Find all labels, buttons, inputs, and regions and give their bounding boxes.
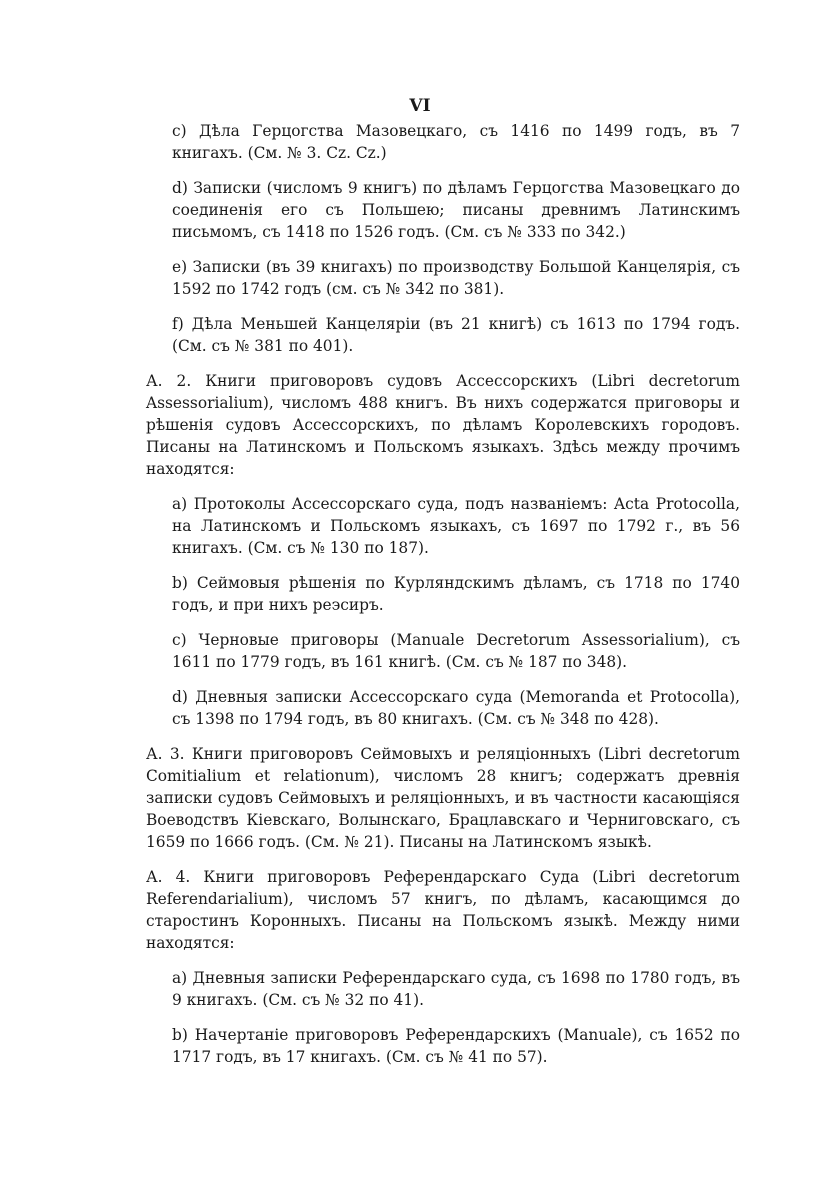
- paragraph-a2-a-protocols: a) Протоколы Ассессорскаго суда, подъ названіемъ: Acta Protocolla, на Латинскомъ и Польскомъ языкахъ, съ 1697 по 1792 г., въ 56 книгахъ. (См. съ № 130 по 187).: [172, 495, 740, 557]
- page-number: VI: [409, 96, 431, 116]
- paragraph-e-great-chancellery: e) Записки (въ 39 книгахъ) по производству Большой Канцелярія, съ 1592 по 1742 годъ (см. съ № 342 по 381).: [172, 258, 740, 298]
- paragraph-a4-b-manuale: b) Начертаніе приговоровъ Референдарскихъ (Manuale), съ 1652 по 1717 годъ, въ 17 книгахъ. (См. съ № 41 по 57).: [172, 1026, 740, 1066]
- paragraph-a4-referendary-books: А. 4. Книги приговоровъ Референдарскаго Суда (Libri decretorum Referendarialium), числомъ 57 книгъ, по дѣламъ, касающимся до старостинъ Коронныхъ. Писаны на Польскомъ языкѣ. Между ними находятся:: [146, 868, 740, 952]
- paragraph-a3-comitial-books: А. 3. Книги приговоровъ Сеймовыхъ и реляціонныхъ (Libri decretorum Comitialium et relationum), числомъ 28 книгъ; содержатъ древнія записки судовъ Сеймовыхъ и реляціонныхъ, и въ частности касающіяся Воеводствъ Кіевскаго, Волынскаго, Брацлавскаго и Черниговскаго, съ 1659 по 1666 годъ. (См. № 21). Писаны на Латинскомъ языкѣ.: [146, 745, 740, 851]
- paragraph-a2-d-memoranda: d) Дневныя записки Ассессорскаго суда (Memoranda et Protocolla), съ 1398 по 1794 годъ, въ 80 книгахъ. (См. съ № 348 по 428).: [172, 688, 740, 728]
- paragraph-c-mazovia-cases: c) Дѣла Герцогства Мазовецкаго, съ 1416 по 1499 годъ, въ 7 книгахъ. (См. № 3. Cz. Cz.): [172, 122, 740, 162]
- page-body: [146, 120, 740, 1081]
- paragraph-a2-assessorial-books: А. 2. Книги приговоровъ судовъ Ассессорскихъ (Libri decretorum Assessorialium), числомъ 488 книгъ. Въ нихъ содержатся приговоры и рѣшенія судовъ Ассессорскихъ, по дѣламъ Королевскихъ городовъ. Писаны на Латинскомъ и Польскомъ языкахъ. Здѣсь между прочимъ находятся:: [146, 372, 740, 478]
- paragraph-a4-a-daily-notes: a) Дневныя записки Референдарскаго суда, съ 1698 по 1780 годъ, въ 9 книгахъ. (См. съ № 32 по 41).: [172, 969, 740, 1009]
- paragraph-d-mazovia-notes: d) Записки (числомъ 9 книгъ) по дѣламъ Герцогства Мазовецкаго до соединенія его съ Польшею; писаны древнимъ Латинскимъ письмомъ, съ 1418 по 1526 годъ. (См. съ № 333 по 342.): [172, 179, 740, 241]
- paragraph-f-lesser-chancellery: f) Дѣла Меньшей Канцеляріи (въ 21 книгѣ) съ 1613 по 1794 годъ. (См. съ № 381 по 401).: [172, 315, 740, 355]
- paragraph-a2-c-manuale: c) Черновые приговоры (Manuale Decretorum Assessorialium), съ 1611 по 1779 годъ, въ 161 книгѣ. (См. съ № 187 по 348).: [172, 631, 740, 671]
- paragraph-a2-b-courland: b) Сеймовыя рѣшенія по Курляндскимъ дѣламъ, съ 1718 по 1740 годъ, и при нихъ реэсиръ.: [172, 574, 740, 614]
